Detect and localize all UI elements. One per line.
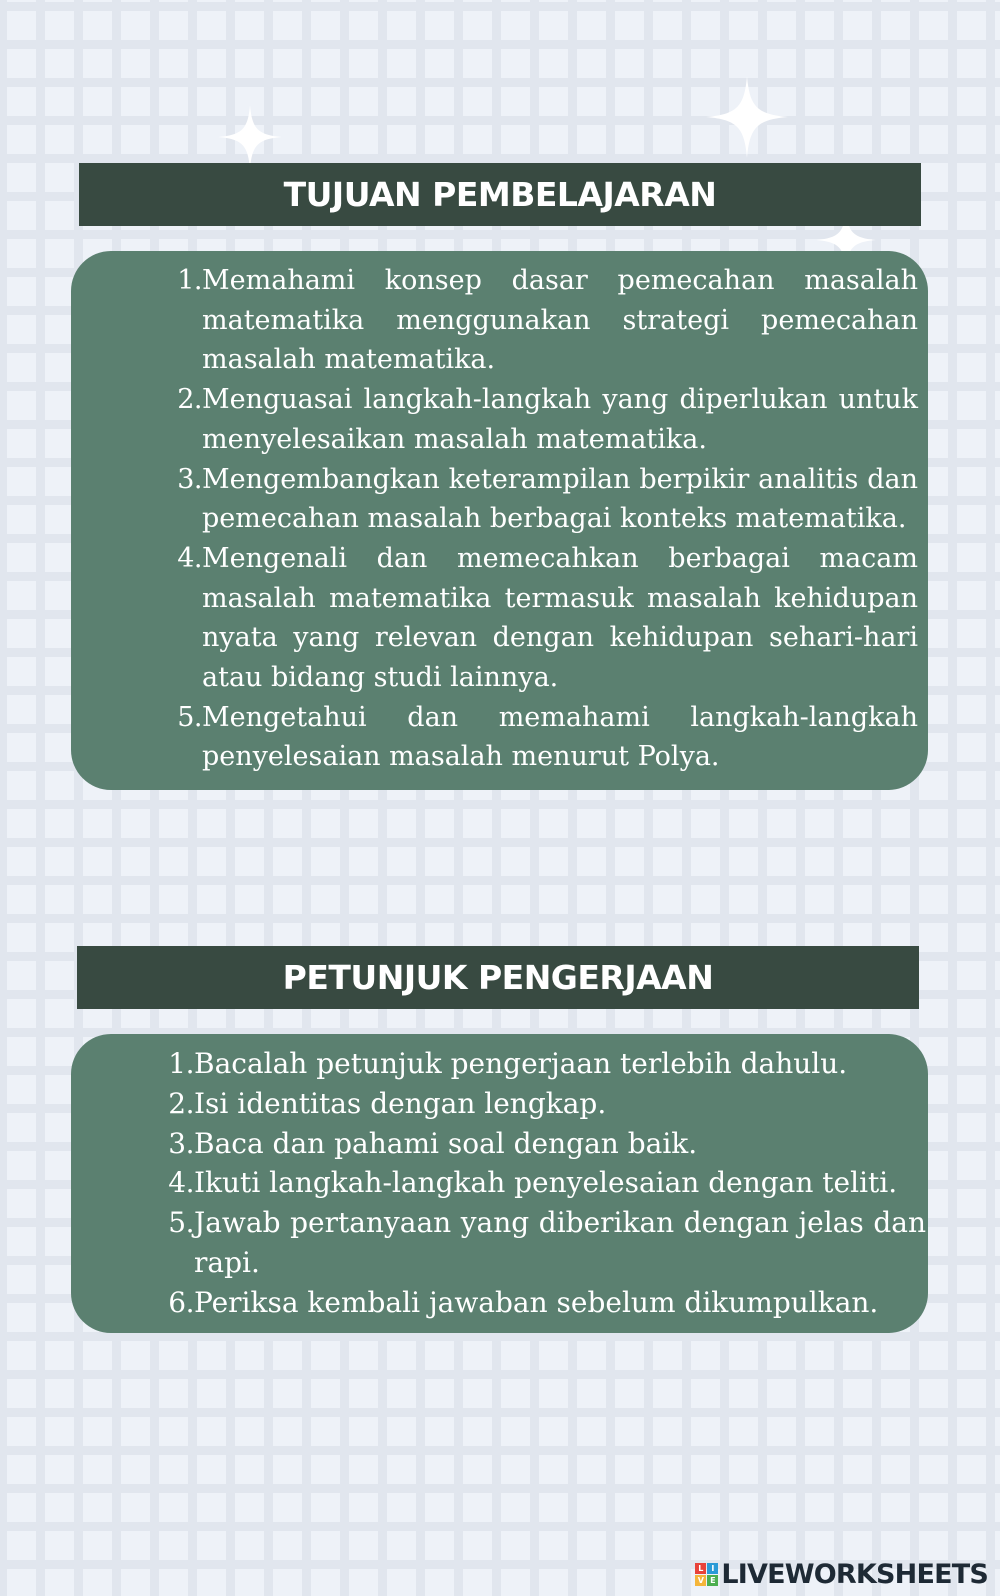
list-item-text: Bacalah petunjuk pengerjaan terlebih dahulu. — [194, 1047, 848, 1080]
list-item-number: 5. — [177, 701, 202, 733]
logo-mark-letter: V — [695, 1575, 706, 1586]
instructions-title-bar — [77, 946, 919, 1009]
logo-mark-letter: I — [707, 1563, 718, 1574]
list-item-text: Mengetahui dan memahami langkah-langkah penyelesaian masalah menurut Polya. — [202, 701, 918, 773]
list-item — [71, 1203, 926, 1283]
list-item — [71, 1163, 926, 1203]
logo-text: LIVEWORKSHEETS — [721, 1559, 988, 1590]
goals-card — [71, 251, 928, 790]
list-item — [71, 698, 918, 777]
instructions-title: PETUNJUK PENGERJAAN — [282, 958, 714, 997]
list-item-number: 4. — [168, 1166, 194, 1200]
list-item-number: 4. — [177, 542, 202, 574]
goals-title: TUJUAN PEMBELAJARAN — [283, 175, 717, 214]
list-item-number: 1. — [177, 265, 202, 296]
list-item — [71, 1084, 926, 1124]
list-item — [71, 261, 918, 380]
sparkle-icon — [218, 105, 282, 169]
list-item-number: 2. — [177, 384, 202, 416]
list-item — [71, 1124, 926, 1164]
goals-title-bar — [79, 163, 921, 226]
instructions-list — [71, 1044, 926, 1323]
list-item-number: 2. — [168, 1086, 194, 1120]
list-item-number: 5. — [168, 1206, 194, 1240]
list-item — [71, 460, 918, 539]
logo-mark-letter: E — [707, 1575, 718, 1586]
list-item-text: Menguasai langkah-langkah yang diperlukan untuk menyelesaikan masalah matematika. — [202, 384, 918, 455]
list-item-text: Ikuti langkah-langkah penyelesaian dengan teliti. — [194, 1166, 898, 1200]
list-item — [71, 1044, 926, 1084]
list-item-number: 1. — [168, 1047, 194, 1080]
instructions-card — [71, 1034, 928, 1333]
list-item — [71, 380, 918, 459]
logo-mark-letter: L — [695, 1563, 706, 1574]
goals-list — [71, 261, 918, 777]
list-item-text: Mengenali dan memecahkan berbagai macam masalah matematika termasuk masalah kehidupan nyata yang relevan dengan kehidupan sehari-hari atau bidang studi lainnya. — [202, 542, 918, 694]
list-item-number: 6. — [168, 1285, 194, 1319]
list-item-number: 3. — [177, 463, 202, 495]
list-item-text: Periksa kembali jawaban sebelum dikumpulkan. — [194, 1285, 879, 1319]
sparkle-icon — [706, 76, 788, 158]
list-item-text: Baca dan pahami soal dengan baik. — [194, 1126, 698, 1160]
list-item-text: Memahami konsep dasar pemecahan masalah matematika menggunakan strategi pemecahan masalah matematika. — [202, 265, 918, 376]
list-item — [71, 1283, 926, 1323]
list-item-text: Jawab pertanyaan yang diberikan dengan jelas dan rapi. — [194, 1206, 926, 1279]
list-item-text: Mengembangkan keterampilan berpikir analitis dan pemecahan masalah berbagai konteks matematika. — [202, 463, 918, 535]
list-item — [71, 539, 918, 698]
liveworksheets-logo[interactable] — [695, 1559, 988, 1590]
list-item-number: 3. — [168, 1126, 194, 1160]
list-item-text: Isi identitas dengan lengkap. — [194, 1086, 607, 1120]
liveworksheets-logo-icon — [695, 1563, 718, 1586]
